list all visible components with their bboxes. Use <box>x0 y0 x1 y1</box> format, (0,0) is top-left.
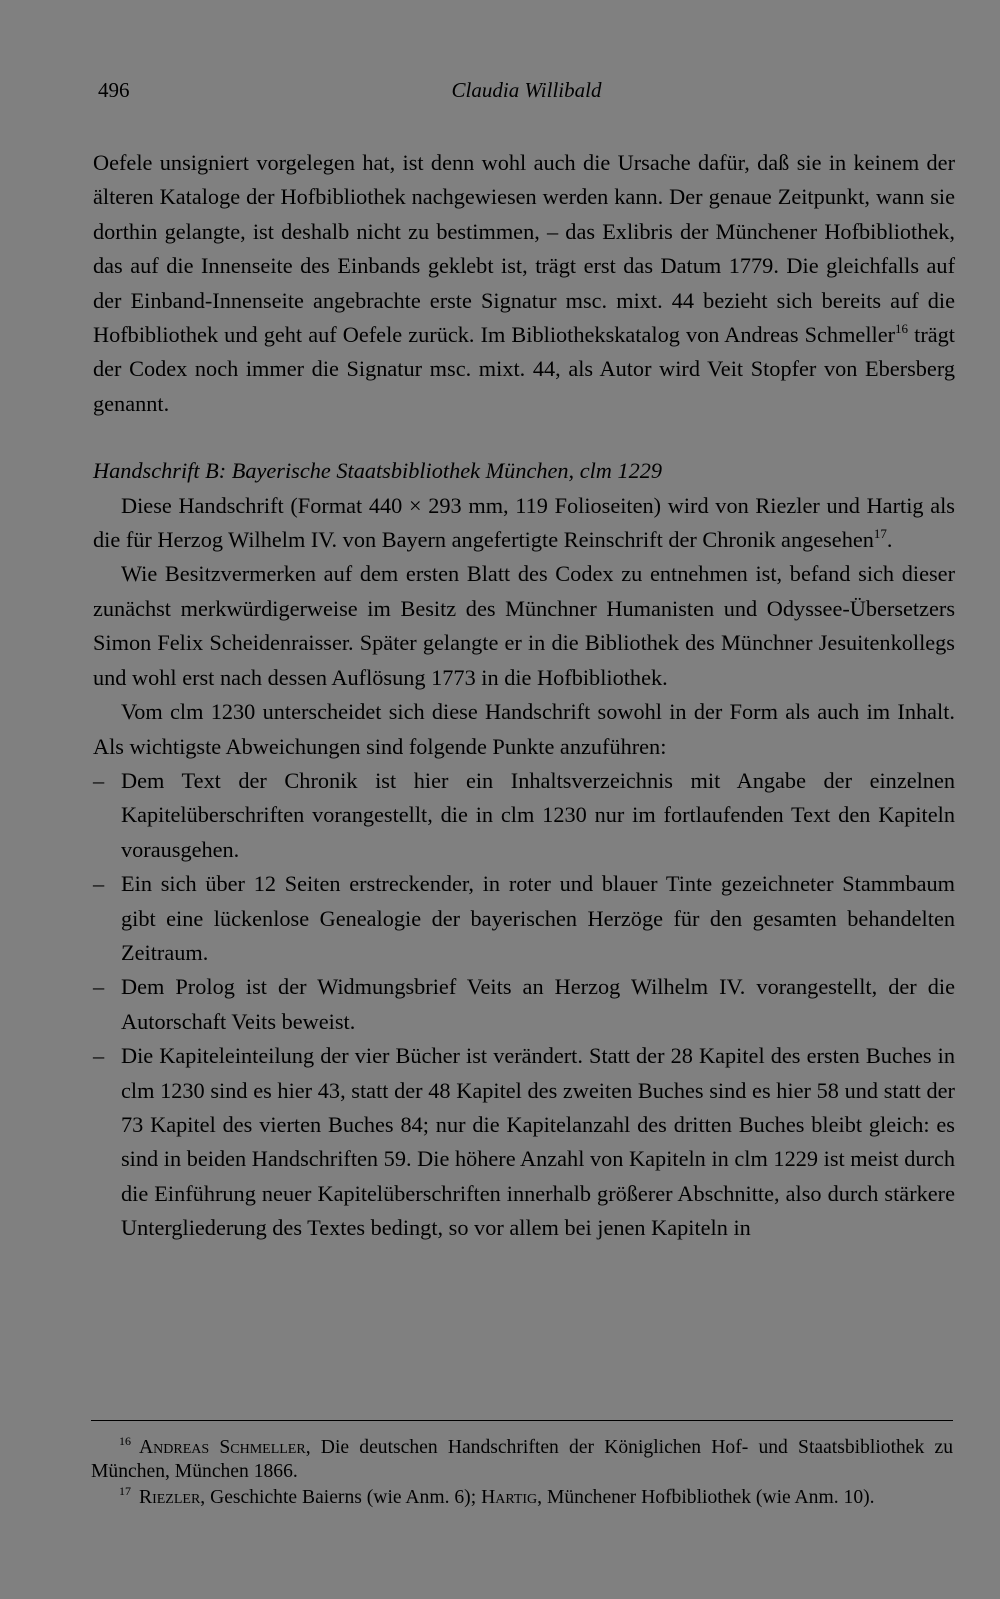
footnote-text: , Die deutschen Handschriften der Königlichen Hof- und Staatsbibliothek zu München, München 1866. <box>91 1437 953 1482</box>
list-item <box>93 764 955 867</box>
section-heading: Handschrift B: Bayerische Staatsbibliothek München, clm 1229 <box>93 458 663 484</box>
footnote-mark: 17 <box>119 1484 131 1498</box>
paragraph-4: Vom clm 1230 unterscheidet sich diese Handschrift sowohl in der Form als auch im Inhalt. Als wichtigste Abweichungen sind folgende Punkte anzuführen: <box>93 699 955 759</box>
footnote-rule <box>91 1420 953 1421</box>
footnote-text: , Münchener Hofbibliothek (wie Anm. 10). <box>537 1487 875 1508</box>
footnote-mark: 16 <box>119 1434 131 1448</box>
footnotes <box>91 1436 953 1512</box>
body-text <box>93 146 955 1246</box>
dash-bullet: – <box>93 871 105 897</box>
dash-bullet: – <box>93 1043 105 1069</box>
list-item <box>93 970 955 1039</box>
paragraph-2-text: Diese Handschrift (Format 440 × 293 mm, 119 Folioseiten) wird von Riezler und Hartig als die für Herzog Wilhelm IV. von Bayern angefertigte Reinschrift der Chronik angesehen <box>93 492 955 553</box>
list-item-text: Dem Prolog ist der Widmungsbrief Veits an Herzog Wilhelm IV. vorangestellt, der die Autorschaft Veits beweist. <box>121 974 955 1034</box>
paragraph-1-end: trägt der Codex noch immer die Signatur msc. mixt. 44, als Autor wird Veit Stopfer von Ebersberg genannt. <box>93 322 955 416</box>
footnote-author: Riezler <box>139 1487 201 1508</box>
running-head-author: Claudia Willibald <box>451 78 602 102</box>
footnote-author: Andreas Schmeller <box>139 1437 306 1458</box>
running-head <box>98 78 955 108</box>
footnote-text: , Geschichte Baierns (wie Anm. 6); <box>200 1487 482 1508</box>
footnote-17 <box>91 1486 953 1510</box>
footnote-author: Hartig <box>481 1487 538 1508</box>
list-item-text: Ein sich über 12 Seiten erstreckender, in roter und blauer Tinte gezeichneter Stammbaum gibt eine lückenlose Genealogie der bayerischen Herzöge für den gesamten behandelten Zeitraum. <box>121 871 955 965</box>
footnote-ref-17[interactable]: 17 <box>873 526 887 542</box>
list-item-text: Dem Text der Chronik ist hier ein Inhaltsverzeichnis mit Angabe der einzelnen Kapitelüberschriften vorangestellt, die in clm 1230 nur im fortlaufenden Text den Kapiteln vorausgehen. <box>121 767 955 862</box>
footnote-ref-16[interactable]: 16 <box>895 321 909 337</box>
footnote-16 <box>91 1436 953 1484</box>
paragraph-3: Wie Besitzvermerken auf dem ersten Blatt des Codex zu entnehmen ist, befand sich dieser zunächst merkwürdigerweise im Besitz des Münchner Humanisten und Odyssee-Übersetzers Simon Felix Scheidenraisser. Später gelangte er in die Bibliothek des Münchner Jesuitenkollegs und wohl erst nach dessen Auflösung 1773 in die Hofbibliothek. <box>93 561 955 690</box>
paragraph-1-text: Oefele unsigniert vorgelegen hat, ist denn wohl auch die Ursache dafür, daß sie in keinem der älteren Kataloge der Hofbibliothek nachgewiesen werden kann. Der genaue Zeitpunkt, wann sie dorthin gelangte, ist deshalb nicht zu bestimmen, – das Exlibris der Münchener Hofbibliothek, das auf die Innenseite des Einbands geklebt ist, trägt erst das Datum 1779. Die gleichfalls auf der Einband-Innenseite angebrachte erste Signatur msc. mixt. 44 bezieht sich bereits auf die Hofbibliothek und geht auf Oefele zurück. Im Bibliothekskatalog von Andreas Schmeller <box>93 150 955 348</box>
paragraph-2-end: . <box>886 527 893 553</box>
paragraph-1 <box>93 146 955 421</box>
dash-bullet: – <box>93 767 105 793</box>
page-number: 496 <box>98 78 130 102</box>
paragraph-2 <box>93 489 955 558</box>
dash-bullet: – <box>93 974 105 1000</box>
list-item <box>93 867 955 970</box>
list-item <box>93 1039 955 1245</box>
list-item-text: Die Kapiteleinteilung der vier Bücher ist verändert. Statt der 28 Kapitel des ersten Buches in clm 1230 sind es hier 43, statt der 48 Kapitel des zweiten Buches sind es hier 58 und statt der 73 Kapitel des vierten Buches 84; nur die Kapitelanzahl des dritten Buches bleibt gleich: es sind in beiden Handschriften 59. Die höhere Anzahl von Kapiteln in clm 1229 ist meist durch die Einführung neuer Kapitelüberschriften innerhalb größerer Abschnitte, also durch stärkere Untergliederung des Textes bedingt, so vor allem bei jenen Kapiteln in <box>121 1043 955 1241</box>
